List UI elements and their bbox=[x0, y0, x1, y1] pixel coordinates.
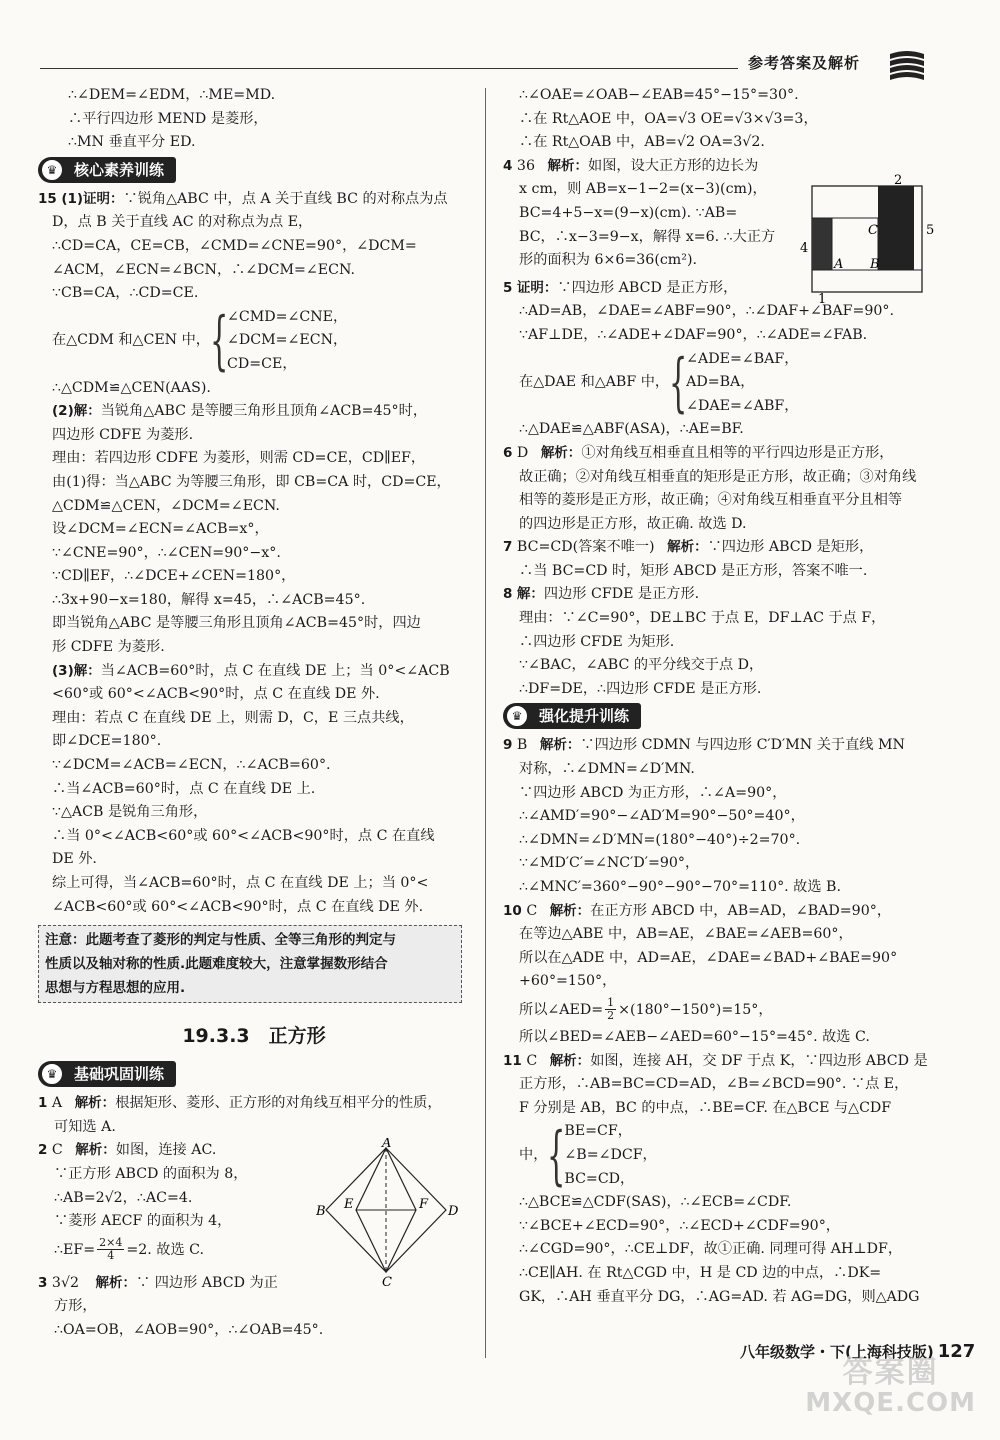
text-line: 故正确；②对角线互相垂直的矩形是正方形，故正确；③对角线 bbox=[519, 468, 917, 485]
note-text: 思想与方程思想的应用. bbox=[45, 980, 186, 997]
text-line: BC=4+5−x=(9−x)(cm). ∵AB= bbox=[519, 204, 738, 221]
text-line: ∵∠DCM=∠ACB=∠ECN，∴∠ACB=60°. bbox=[52, 757, 331, 774]
text-line: ∵CB=CA，∴CD=CE. bbox=[52, 285, 199, 302]
brace-label: 中， bbox=[519, 1146, 548, 1163]
crown-icon: ♛ bbox=[505, 704, 529, 728]
header-title: 参考答案及解析 bbox=[738, 52, 860, 76]
text-line: ∴四边形 CFDE 为矩形. bbox=[519, 633, 675, 650]
text-line: 即∠DCE=180°. bbox=[52, 733, 162, 750]
text-line: F 分别是 AB，BC 的中点，∴BE=CF. 在△BCE 与△CDF bbox=[519, 1099, 892, 1116]
brace-row: ∠B=∠DCF， bbox=[564, 1146, 657, 1163]
text-line: 对称，∴∠DMN=∠D′MN. bbox=[519, 761, 695, 778]
label-f: F bbox=[419, 1197, 429, 1212]
label-b: B bbox=[316, 1204, 326, 1219]
page-number: 127 bbox=[937, 1341, 976, 1362]
text-line: ∵锐角△ABC 中，点 A 关于直线 BC 的对称点为点 bbox=[123, 190, 448, 207]
text-line: ∵∠CNE=90°，∴∠CEN=90°−x°. bbox=[52, 544, 281, 561]
text-line: ∴3x+90−x=180，解得 x=45，∴∠ACB=45°. bbox=[52, 591, 366, 608]
text-line: ∴在 Rt△OAB 中，AB=√2 OA=3√2. bbox=[519, 134, 765, 151]
brace-row: AD=BA， bbox=[686, 374, 755, 391]
footer-grade: 八年级数学・下(上海科技版) bbox=[740, 1343, 934, 1361]
note-box bbox=[38, 925, 462, 1003]
text-line: 形的面积为 6×6=36(cm²). bbox=[519, 252, 697, 269]
text-line: ∴∠CGD=90°，∴CE⊥DF，故①正确. 同理可得 AH⊥DF， bbox=[519, 1241, 903, 1258]
text-line: ∴CE∥AH. 在 Rt△CGD 中，H 是 CD 边的中点，∴DK= bbox=[519, 1264, 882, 1281]
question-9: 9 B 解析：∵四边形 CDMN 与四边形 C′D′MN 关于直线 MN bbox=[503, 737, 905, 754]
brace-row: ∠ADE=∠BAF， bbox=[686, 350, 799, 367]
text-line: ∴△CDM≌△CEN(AAS). bbox=[52, 379, 211, 396]
label-c: C bbox=[382, 1275, 392, 1288]
text-line: ∴EF= $\frac{2\times 4}{4}$ =2. 故选 C. bbox=[54, 1236, 205, 1263]
text-line: D，点 B 关于直线 AC 的对称点为点 E， bbox=[52, 214, 313, 231]
label-1: 1 bbox=[818, 292, 827, 304]
text-line: 即当锐角△ABC 是等腰三角形且顶角∠ACB=45°时，四边 bbox=[52, 615, 421, 632]
question-15 bbox=[38, 188, 470, 212]
text-line: +60°=150°， bbox=[519, 973, 617, 990]
text-line: 的四边形是正方形，故正确. 故选 D. bbox=[519, 515, 747, 532]
text-line: 设∠DCM=∠ECN=∠ACB=x°， bbox=[52, 521, 269, 538]
question-10: 10 C 解析：在正方形 ABCD 中，AB=AD，∠BAD=90°， bbox=[503, 902, 892, 919]
text-line: 正方形，∴AB=BC=CD=AD，∠B=∠BCD=90°. ∵点 E， bbox=[519, 1076, 909, 1093]
question-number: 15 bbox=[38, 190, 57, 207]
section-title: 核心素养训练 bbox=[74, 160, 165, 179]
brace-symbol: { bbox=[209, 304, 229, 379]
watermark-line: MXQE.COM bbox=[805, 1388, 976, 1418]
label-a: A bbox=[382, 1138, 392, 1151]
text-line: 理由：若点 C 在直线 DE 上，则需 D，C，E 三点共线， bbox=[52, 709, 414, 726]
text-line: △CDM≌△CEN，∠DCM=∠ECN. bbox=[52, 497, 280, 514]
text-line: ∴当 0°<∠ACB<60°或 60°<∠ACB<90°时，点 C 在直线 bbox=[52, 827, 435, 844]
label-4: 4 bbox=[800, 241, 809, 256]
fraction: $\frac{2\times 4}{4}$ bbox=[99, 1236, 123, 1263]
question-6: 6 D 解析：①对角线互相垂直且相等的平行四边形是正方形， bbox=[503, 444, 894, 461]
text-line: ∠ACM，∠ECN=∠BCN，∴∠DCM=∠ECN. bbox=[52, 261, 355, 278]
text-line: 所以∠BED=∠AEB−∠AED=60°−15°=45°. 故选 C. bbox=[519, 1028, 870, 1045]
brace-symbol: { bbox=[669, 345, 688, 420]
page-header bbox=[40, 52, 930, 82]
text-line: ∵CD∥EF，∴∠DCE+∠CEN=180°， bbox=[52, 568, 296, 585]
text-line: ∵∠BCE+∠ECD=90°，∴∠ECD+∠CDF=90°， bbox=[519, 1217, 840, 1234]
text-line: 所以在△ADE 中，AD=AE，∠DAE=∠BAD+∠BAE=90° bbox=[519, 949, 898, 966]
text-line: ∴△DAE≌△ABF(ASA)，∴AE=BF. bbox=[519, 421, 744, 438]
text-line: ∵正方形 ABCD 的面积为 8， bbox=[54, 1165, 248, 1182]
text-line: ∴∠DMN=∠D′MN=(180°−40°)÷2=70°. bbox=[519, 831, 801, 848]
text-line: ∴∠DEM=∠EDM，∴ME=MD. bbox=[68, 87, 276, 103]
section-title: 基础巩固训练 bbox=[74, 1065, 165, 1084]
column-divider bbox=[485, 88, 486, 1358]
section-header-basic bbox=[38, 1061, 470, 1089]
section-header-core bbox=[38, 157, 470, 185]
brace-label: 在△DAE 和△ABF 中， bbox=[519, 374, 670, 391]
text-line: ∴平行四边形 MEND 是菱形， bbox=[68, 110, 268, 127]
text-line: 形 CDFE 为菱形. bbox=[52, 639, 165, 656]
text-line: ∴∠AMD′=90°−∠AD′M=90°−50°=40°， bbox=[519, 808, 805, 825]
fraction: $\frac{1}{2}$ bbox=[607, 996, 615, 1023]
text-line: ∴∠MNC′=360°−90°−90°−70°=110°. 故选 B. bbox=[519, 879, 841, 895]
chapter-title: 19.3.3 正方形 bbox=[182, 1025, 326, 1048]
note-text: 此题考查了菱形的判定与性质、全等三角形的判定与 bbox=[85, 932, 396, 949]
question-1: 1 A 解析：根据矩形、菱形、正方形的对角线互相平分的性质， bbox=[38, 1095, 442, 1112]
question-8: 8 解：四边形 CFDE 是正方形. bbox=[503, 586, 700, 603]
text-line: ∵四边形 ABCD 为正方形，∴∠A=90°， bbox=[519, 784, 787, 801]
text-line: BC，∴x−3=9−x，解得 x=6. ∴大正方 bbox=[519, 228, 776, 245]
question-4: 4 36 解析：如图，设大正方形的边长为 bbox=[503, 157, 759, 174]
section-header-advanced bbox=[503, 703, 933, 731]
squares-figure bbox=[800, 172, 936, 313]
brace-row: BE=CF， bbox=[564, 1123, 632, 1140]
section-title: 强化提升训练 bbox=[539, 707, 630, 726]
text-line: ∴MN 垂直平分 ED. bbox=[68, 134, 196, 151]
text-line: 由(1)得：当△ABC 为等腰三角形，即 CB=CA 时，CD=CE， bbox=[52, 473, 451, 490]
question-3: 3 3√2 解析：∵ 四边形 ABCD 为正 bbox=[38, 1274, 278, 1291]
label-d: D bbox=[448, 1204, 459, 1219]
text-line: ∴∠OAE=∠OAB−∠EAB=45°−15°=30°. bbox=[519, 87, 799, 103]
text-line: (3)解：当∠ACB=60°时，点 C 在直线 DE 上；当 0°<∠ACB bbox=[52, 662, 450, 679]
label-2: 2 bbox=[894, 173, 903, 188]
question-5: 5 证明：∵四边形 ABCD 是正方形， bbox=[503, 279, 738, 296]
text-line: ∵∠BAC，∠ABC 的平分线交于点 D， bbox=[519, 657, 764, 674]
text-line: 所以∠AED= $\frac{1}{2}$ ×(180°−150°)=15°， bbox=[519, 996, 773, 1023]
brace-row: CD=CE， bbox=[226, 355, 297, 372]
text-line: ∴DF=DE，∴四边形 CFDE 是正方形. bbox=[519, 680, 762, 697]
note-head: 注意： bbox=[45, 932, 86, 949]
text-line: 理由：若四边形 CDFE 为菱形，则需 CD=CE，CD∥EF， bbox=[52, 450, 426, 467]
text-line: ∴当 BC=CD 时，矩形 ABCD 是正方形，答案不唯一. bbox=[519, 562, 868, 579]
text-line: 在等边△ABE 中，AB=AE，∠BAE=∠AEB=60°， bbox=[519, 926, 853, 943]
books-icon bbox=[888, 48, 926, 82]
brace-row: BC=CD， bbox=[564, 1170, 635, 1187]
brace-symbol: { bbox=[547, 1118, 566, 1193]
text-line: ∴在 Rt△AOE 中，OA=√3 OE=√3×√3=3， bbox=[519, 110, 818, 127]
answer-head: (1)证明： bbox=[61, 190, 124, 207]
brace-row: ∠DCM=∠ECN， bbox=[226, 332, 348, 349]
text-line: <60°或 60°<∠ACB<90°时，点 C 在直线 DE 外. bbox=[52, 686, 380, 703]
brace-label: 在△CDM 和△CEN 中， bbox=[52, 332, 210, 349]
text-line: ∴AD=AB，∠DAE=∠ABF=90°，∴∠DAF+∠BAF=90°. bbox=[519, 303, 894, 320]
question-7: 7 BC=CD(答案不唯一) 解析：∵四边形 ABCD 是矩形， bbox=[503, 539, 874, 556]
rhombus-square-figure bbox=[316, 1138, 466, 1297]
question-2: 2 C 解析：如图，连接 AC. bbox=[38, 1142, 217, 1159]
text-line: 四边形 CDFE 为菱形. bbox=[52, 426, 194, 443]
brace-row: ∠CMD=∠CNE， bbox=[226, 308, 348, 325]
label-b: B bbox=[870, 257, 880, 272]
text-line: DE 外. bbox=[52, 851, 97, 868]
text-line: 理由：∵∠C=90°，DE⊥BC 于点 E，DF⊥AC 于点 F， bbox=[519, 610, 886, 627]
note-text: 性质以及轴对称的性质.此题难度较大，注意掌握数形结合 bbox=[45, 956, 388, 973]
text-line: ∴OA=OB，∠AOB=90°，∴∠OAB=45°. bbox=[54, 1321, 324, 1338]
crown-icon: ♛ bbox=[40, 158, 64, 182]
text-line: 相等的菱形是正方形，故正确；④对角线互相垂直平分且相等 bbox=[519, 492, 903, 509]
text-line: ∴AB=2√2，∴AC=4. bbox=[54, 1189, 193, 1206]
text-line: (2)解：当锐角△ABC 是等腰三角形且顶角∠ACB=45°时， bbox=[52, 403, 428, 420]
text-line: ∵菱形 AECF 的面积为 4， bbox=[54, 1213, 232, 1230]
text-line: ∴当∠ACB=60°时，点 C 在直线 DE 上. bbox=[52, 780, 316, 797]
label-5: 5 bbox=[926, 223, 935, 238]
text-line: ∵∠MD′C′=∠NC′D′=90°， bbox=[519, 855, 700, 872]
question-11: 11 C 解析：如图，连接 AH，交 DF 于点 K，∵四边形 ABCD 是 bbox=[503, 1052, 928, 1069]
text-line: 可知选 A. bbox=[54, 1118, 116, 1135]
text-line: ∴△BCE≌△CDF(SAS)，∴∠ECB=∠CDF. bbox=[519, 1194, 792, 1211]
text-line: ∴CD=CA，CE=CB，∠CMD=∠CNE=90°，∠DCM= bbox=[52, 237, 417, 254]
brace-row: ∠DAE=∠ABF， bbox=[686, 397, 799, 414]
brace-system bbox=[503, 345, 933, 420]
watermark bbox=[805, 1355, 976, 1418]
text-line: 方形， bbox=[54, 1298, 97, 1315]
label-e: E bbox=[344, 1197, 354, 1212]
crown-icon: ♛ bbox=[40, 1062, 64, 1086]
label-a: A bbox=[834, 257, 844, 272]
brace-system bbox=[38, 306, 470, 377]
watermark-line: 答案圈 bbox=[842, 1355, 939, 1390]
text-line: ∵△ACB 是锐角三角形， bbox=[52, 804, 208, 821]
label-c: C bbox=[868, 223, 878, 238]
text-line: GK，∴AH 垂直平分 DG，∴AG=AD. 若 AG=DG，则△ADG bbox=[519, 1288, 920, 1305]
text-line: ∠ACB<60°或 60°<∠ACB<90°时，点 C 在直线 DE 外. bbox=[52, 898, 424, 915]
brace-system bbox=[503, 1120, 933, 1191]
text-line: ∵AF⊥DE，∴∠ADE+∠DAF=90°，∴∠ADE=∠FAB. bbox=[519, 326, 868, 343]
text-line: x cm，则 AB=x−1−2=(x−3)(cm)， bbox=[519, 181, 767, 198]
text-line: 综上可得，当∠ACB=60°时，点 C 在直线 DE 上；当 0°< bbox=[52, 875, 429, 891]
